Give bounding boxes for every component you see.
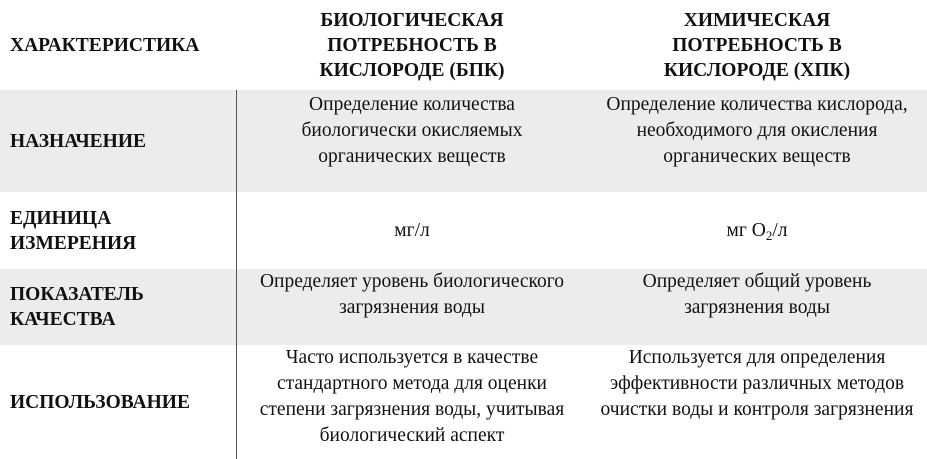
cell-hpk-unit-text [727,218,788,244]
cell-hpk-usage-text: Используется для определения эффективности различных методов очистки воды и контроля загрязнения [600,347,914,420]
header-bpk-text: БИОЛОГИЧЕСКАЯ ПОТРЕБНОСТЬ В КИСЛОРОДЕ (БПК) [319,9,505,81]
header-hpk [587,0,927,90]
column-divider [236,90,237,459]
cell-bpk-usage [237,345,587,459]
cell-hpk-quality-text: Определяет общий уровень загрязнения воды [642,271,872,318]
table-row [0,345,927,459]
unit-subscript: 2 [765,227,773,243]
row-label-usage: ИСПОЛЬЗОВАНИЕ [10,391,190,413]
table-row [0,90,927,192]
cell-bpk-unit: мг/л [394,219,430,241]
row-label-unit-text: ЕДИНИЦА ИЗМЕРЕНИЯ [10,207,137,254]
row-label-unit [0,192,237,269]
row-label-quality-text: ПОКАЗАТЕЛЬ КАЧЕСТВА [10,284,144,330]
cell-bpk-quality [237,269,587,345]
cell-bpk-usage-text: Часто используется в качестве стандартного метода для оценки степени загрязнения воды, учитывая биологический аспект [259,347,565,446]
cell-bpk-purpose-text: Определение количества биологически окисляемых органических веществ [301,94,523,167]
unit-suffix: /л [772,219,788,241]
header-bpk [237,0,587,90]
cell-bpk-quality-text: Определяет уровень биологического загрязнения воды [259,271,565,318]
unit-prefix: мг O [726,219,766,241]
header-characteristic: ХАРАКТЕРИСТИКА [10,34,200,56]
cell-bpk-purpose [237,90,587,192]
cell-hpk-purpose-text: Определение количества кислорода, необходимого для окисления органических веществ [606,94,908,167]
table-row [0,269,927,345]
header-hpk-text: ХИМИЧЕСКАЯ ПОТРЕБНОСТЬ В КИСЛОРОДЕ (ХПК) [663,9,851,81]
header-row [0,0,927,90]
row-label-purpose: НАЗНАЧЕНИЕ [10,130,147,152]
row-label-quality [0,269,237,345]
cell-hpk-quality [587,269,927,345]
cell-hpk-usage [587,345,927,459]
cell-hpk-unit [587,192,927,269]
table-row [0,192,927,269]
cell-hpk-purpose [587,90,927,192]
